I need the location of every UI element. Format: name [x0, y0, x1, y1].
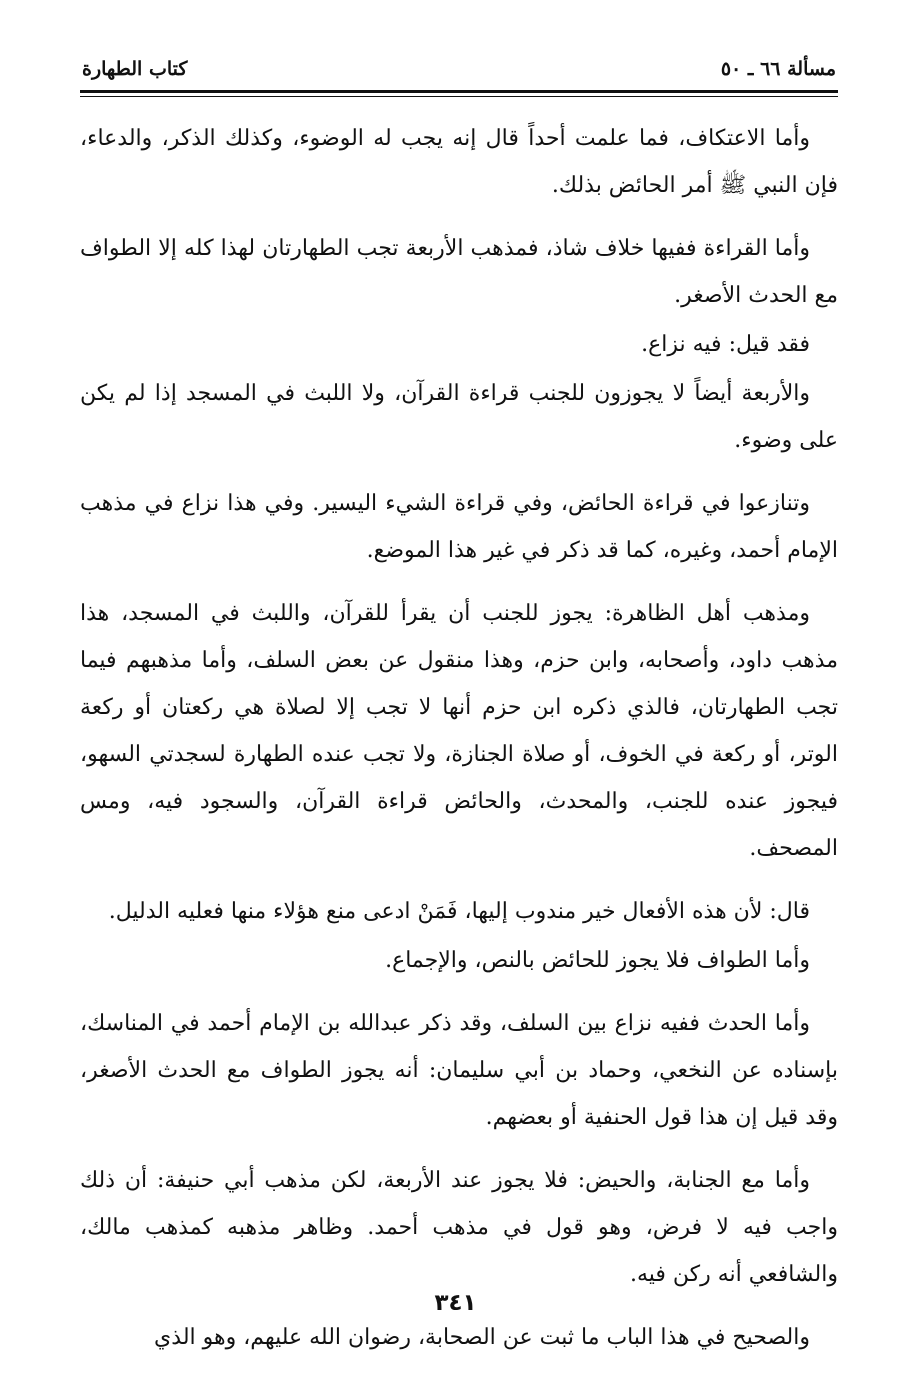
- paragraph-recitation: وأما القراءة ففيها خلاف شاذ، فمذهب الأربعة تجب الطهارتان لهذا كله إلا الطواف مع الحدث الأصغر.: [80, 236, 838, 308]
- header-rule-thin: [80, 96, 838, 97]
- paragraph-minor-impurity: وأما الحدث ففيه نزاع بين السلف، وقد ذكر عبدالله بن الإمام أحمد في المناسك، بإسناده عن النخعي، وحماد بن أبي سليمان: أنه يجوز الطواف مع الحدث الأصغر، وقد قيل إن هذا قول الحنفية أو بعضهم.: [80, 1011, 838, 1130]
- paragraph-four-imams: والأربعة أيضاً لا يجوزون للجنب قراءة القرآن، ولا اللبث في المسجد إذا لم يكن على وضوء.: [80, 381, 838, 453]
- page-number: ٣٤١: [434, 1290, 477, 1316]
- paragraph-zahiri-school: ومذهب أهل الظاهرة: يجوز للجنب أن يقرأ للقرآن، واللبث في المسجد، هذا مذهب داود، وأصحابه، وابن حزم، وهذا منقول عن بعض السلف، وأما مذهبهم فيما تجب الطهارتان، فالذي ذكره ابن حزم أنها لا تجب إلا لصلاة هي ركعتان أو ركعة الوتر، أو ركعة في الخوف، أو صلاة الجنازة، ولا تجب عنده الطهارة لسجدتي السهو، فيجوز عنده للجنب، والمحدث، والحائض قراءة القرآن، والسجود فيه، ومس المصحف.: [80, 601, 838, 861]
- paragraph-janabah: وأما مع الجنابة، والحيض: فلا يجوز عند الأربعة، لكن مذهب أبي حنيفة: أن ذلك واجب فيه لا فرض، وهو قول في مذهب أحمد. وظاهر مذهبه كمذهب مالك، والشافعي أنه ركن فيه.: [80, 1168, 838, 1287]
- paragraph-tawaf-menstruation: وأما الطواف فلا يجوز للحائض بالنص، والإجماع.: [385, 948, 810, 973]
- body-text: [80, 115, 838, 1361]
- paragraph-menstruating-recitation: وتنازعوا في قراءة الحائض، وفي قراءة الشيء اليسير. وفي هذا نزاع في مذهب الإمام أحمد، وغيره، كما قد ذكر في غير هذا الموضع.: [80, 491, 838, 563]
- book-page: [80, 58, 838, 1377]
- header-issue-number: مسألة ٦٦ ـ ٥٠: [720, 58, 836, 80]
- header-rule-thick: [80, 90, 838, 93]
- paragraph-itikaf: وأما الاعتكاف، فما علمت أحداً قال إنه يجب له الوضوء، وكذلك الذكر، والدعاء، فإن النبي ﷺ أمر الحائض بذلك.: [80, 126, 838, 198]
- paragraph-dispute: فقد قيل: فيه نزاع.: [641, 332, 810, 357]
- header-book-title: كتاب الطهارة: [82, 58, 188, 80]
- paragraph-correct-view: والصحيح في هذا الباب ما ثبت عن الصحابة، رضوان الله عليهم، وهو الذي: [154, 1325, 810, 1350]
- paragraph-evidence: قال: لأن هذه الأفعال خير مندوب إليها، فَمَنْ ادعى منع هؤلاء منها فعليه الدليل.: [108, 899, 810, 924]
- running-header: [80, 58, 838, 86]
